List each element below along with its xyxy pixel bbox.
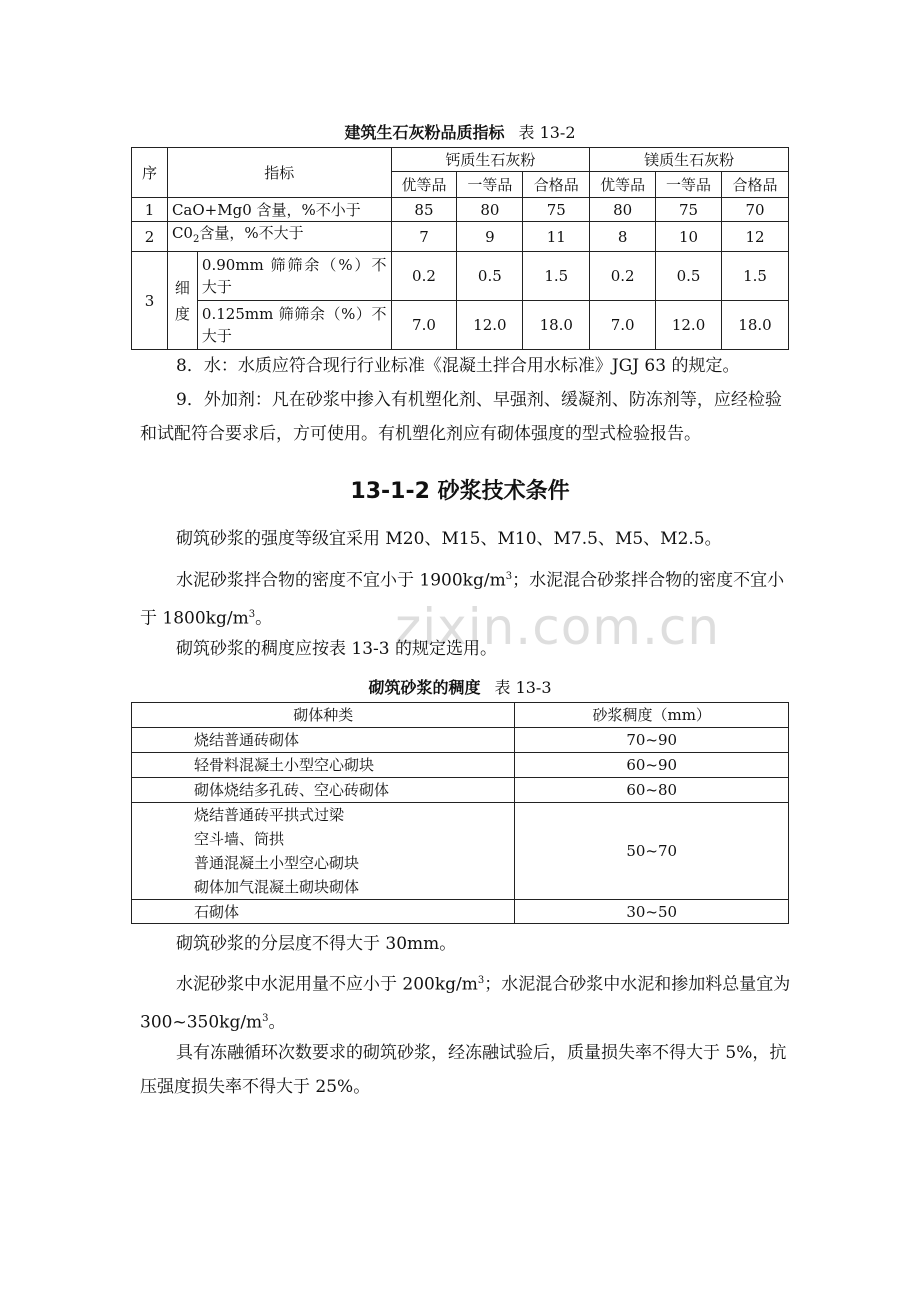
superscript: 3 <box>248 608 256 620</box>
cell-value: 10 <box>656 222 722 252</box>
cell-value: 1.5 <box>523 252 590 301</box>
table-row <box>132 252 789 301</box>
cell-value: 75 <box>656 198 722 222</box>
header-index: 指标 <box>167 148 391 198</box>
cell-value: 1.5 <box>722 252 789 301</box>
cell-value: 12.0 <box>656 301 722 350</box>
text-part: 水泥砂浆拌合物的密度不宜小于 1900kg/m <box>176 570 506 591</box>
paragraph-additive: 9．外加剂：凡在砂浆中掺入有机塑化剂、早强剂、缓凝剂、防冻剂等，应经检验和试配符合要求后，方可使用。有机塑化剂应有砌体强度的型式检验报告。 <box>140 390 782 444</box>
text-part: ；水泥混合砂浆中水泥和掺加料总量宜为 300~350kg/m <box>140 974 791 1033</box>
cell-value: 12.0 <box>457 301 523 350</box>
row-value: 70~90 <box>515 728 789 753</box>
table-row <box>132 198 789 222</box>
cell-value: 9 <box>457 222 523 252</box>
row-label <box>167 222 391 252</box>
subscript: 2 <box>192 234 200 245</box>
header-type: 砌体种类 <box>132 703 515 728</box>
table-row <box>132 301 789 350</box>
section-heading: 13-1-2 砂浆技术条件 <box>350 479 570 504</box>
grade-header: 优等品 <box>590 172 656 198</box>
grade-header: 一等品 <box>656 172 722 198</box>
paragraph-freeze: 具有冻融循环次数要求的砌筑砂浆，经冻融试验后，质量损失率不得大于 5%，抗压强度损失率不得大于 25%。 <box>140 1043 787 1097</box>
header-seq: 序 <box>132 148 168 198</box>
cell-value: 7.0 <box>391 301 457 350</box>
cell-value: 18.0 <box>722 301 789 350</box>
row-label: 0.90mm 筛筛余（%）不大于 <box>197 252 391 301</box>
type-line: 空斗墙、筒拱 <box>194 830 285 848</box>
fineness-group <box>167 252 197 350</box>
paragraph-density <box>140 560 795 635</box>
grade-header: 优等品 <box>391 172 457 198</box>
table-13-3-caption <box>0 675 920 698</box>
table-13-2-caption <box>0 120 920 143</box>
row-value: 50~70 <box>515 803 789 900</box>
type-line: 烧结普通砖平拱式过梁 <box>194 806 345 824</box>
row-label: 0.125mm 筛筛余（%）不大于 <box>197 301 391 350</box>
row-seq: 1 <box>132 198 168 222</box>
cell-value: 85 <box>391 198 457 222</box>
superscript: 3 <box>262 1012 269 1024</box>
cell-value: 0.5 <box>457 252 523 301</box>
table-13-3 <box>131 702 789 924</box>
table-13-3-title: 砌筑砂浆的稠度 <box>368 678 481 697</box>
row-value: 60~90 <box>515 753 789 778</box>
paragraph-layer: 砌筑砂浆的分层度不得大于 30mm。 <box>176 934 457 954</box>
row-type: 烧结普通砖砌体 <box>132 728 515 753</box>
paragraph-consistency: 砌筑砂浆的稠度应按表 13-3 的规定选用。 <box>176 639 497 659</box>
row-type: 石砌体 <box>132 900 515 924</box>
row-seq: 2 <box>132 222 168 252</box>
cell-value: 0.5 <box>656 252 722 301</box>
table-13-2 <box>131 147 789 350</box>
cell-value: 18.0 <box>523 301 590 350</box>
cell-value: 7.0 <box>590 301 656 350</box>
grade-header: 合格品 <box>722 172 789 198</box>
row-type-multi <box>132 803 515 900</box>
grade-header: 合格品 <box>523 172 590 198</box>
table-13-3-number: 表 13-3 <box>494 678 552 697</box>
cell-value: 0.2 <box>391 252 457 301</box>
type-line: 普通混凝土小型空心砌块 <box>194 854 360 872</box>
paragraph-water: 8．水：水质应符合现行行业标准《混凝土拌合用水标准》JGJ 63 的规定。 <box>176 356 740 376</box>
cell-value: 11 <box>523 222 590 252</box>
group-char: 细 <box>174 278 190 297</box>
watermark: zixin.com.cn <box>395 598 721 656</box>
superscript: 3 <box>505 571 513 582</box>
table-row <box>132 900 789 924</box>
table-row <box>132 222 789 252</box>
cell-value: 0.2 <box>590 252 656 301</box>
label-part: 含量，%不大于 <box>199 224 304 242</box>
paragraph-cement <box>140 964 795 1039</box>
row-value: 30~50 <box>515 900 789 924</box>
superscript: 3 <box>477 975 485 986</box>
header-magnesium: 镁质生石灰粉 <box>590 148 789 172</box>
table-row <box>132 753 789 778</box>
row-value: 60~80 <box>515 778 789 803</box>
paragraph-grade: 砌筑砂浆的强度等级宜采用 M20、M15、M10、M7.5、M5、M2.5。 <box>176 529 722 549</box>
label-part: C0 <box>171 224 193 242</box>
header-value: 砂浆稠度（mm） <box>515 703 789 728</box>
type-line: 砌体加气混凝土砌块砌体 <box>194 878 360 896</box>
row-seq: 3 <box>132 252 168 350</box>
text-part: 。 <box>268 1012 286 1033</box>
text-part: 水泥砂浆中水泥用量不应小于 200kg/m <box>176 974 478 995</box>
row-label: CaO+Mg0 含量，%不小于 <box>167 198 391 222</box>
table-13-2-title: 建筑生石灰粉品质指标 <box>344 123 505 142</box>
cell-value: 75 <box>523 198 590 222</box>
cell-value: 80 <box>457 198 523 222</box>
table-row <box>132 778 789 803</box>
cell-value: 7 <box>391 222 457 252</box>
row-type: 砌体烧结多孔砖、空心砖砌体 <box>132 778 515 803</box>
table-row <box>132 728 789 753</box>
group-char: 度 <box>174 304 190 323</box>
row-type: 轻骨料混凝土小型空心砌块 <box>132 753 515 778</box>
table-row <box>132 803 789 900</box>
text-part: ；水泥混合砂浆拌合物的密度不宜小于 1800kg/m <box>140 570 785 629</box>
text-part: 。 <box>255 608 273 629</box>
grade-header: 一等品 <box>457 172 523 198</box>
header-calcium: 钙质生石灰粉 <box>391 148 590 172</box>
cell-value: 12 <box>722 222 789 252</box>
cell-value: 80 <box>590 198 656 222</box>
cell-value: 8 <box>590 222 656 252</box>
cell-value: 70 <box>722 198 789 222</box>
table-13-2-number: 表 13-2 <box>518 123 576 142</box>
